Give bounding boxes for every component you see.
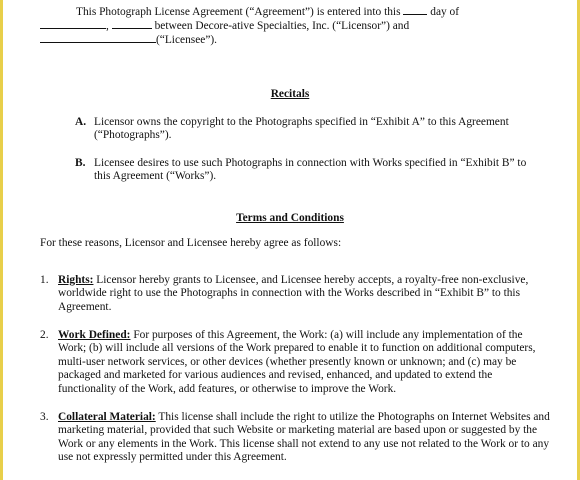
clause-text: Licensor hereby grants to Licensee, and Licensee hereby accepts, a royalty-free non-exclusive, worldwide right to use the Photographs in connection with the Works described in “Exhibit B” to this Agreement.	[58, 274, 529, 313]
recital-text: Licensee desires to use such Photographs in connection with Works specified in “Exhibit B” to this Agreement (“Works”).	[94, 157, 527, 183]
terms-lead: For these reasons, Licensor and Licensee hereby agree as follows:	[40, 237, 342, 249]
intro-line-3	[40, 32, 217, 47]
recital-a	[75, 116, 545, 143]
intro-text-d: (“Licensee”).	[156, 34, 218, 46]
clause-collateral-material	[40, 411, 550, 465]
clause-text: For purposes of this Agreement, the Work: (a) will include any implementation of the Work; (b) will include all versions of the Work prepared to enable it to function on additional computers, multi-user network services, or other devices (whether presently known or unknown; and (c) may be packaged and marketed for various audiences and revised, enhanced, and updated to extend the functionality of the Work, add features, or otherwise to improve the Work.	[58, 329, 536, 395]
intro-sep: ,	[106, 20, 109, 32]
clause-title: Work Defined:	[58, 329, 131, 341]
recital-mark: A.	[75, 116, 87, 128]
clause-number: 1.	[40, 274, 49, 286]
clause-number: 2.	[40, 329, 49, 341]
day-blank	[403, 4, 427, 15]
recital-text: Licensor owns the copyright to the Photographs specified in “Exhibit A” to this Agreement (“Photographs”).	[94, 116, 509, 142]
recital-mark: B.	[75, 157, 86, 169]
clause-body	[58, 329, 550, 396]
intro-text-a: This Photograph License Agreement (“Agreement”) is entered into this	[76, 6, 401, 18]
clause-text: This license shall include the right to utilize the Photographs on Internet Websites and marketing material, provided that such Website or marketing material are based upon or suggested by the Work or any elements in the Work. This license shall not extend to any use not related to the Work or to any use not expressly permitted under this Agreement.	[58, 411, 550, 464]
clause-body	[58, 411, 550, 465]
intro-text-b: day of	[430, 6, 460, 18]
clause-body	[58, 274, 550, 314]
clause-work-defined	[40, 329, 550, 396]
clause-title: Collateral Material:	[58, 411, 156, 423]
terms-heading: Terms and Conditions	[236, 212, 344, 224]
intro-text-c: between Decore-ative Specialties, Inc. (“Licensor”) and	[154, 20, 410, 32]
licensee-blank	[40, 32, 156, 43]
clause-rights	[40, 274, 550, 314]
document-page	[3, 0, 577, 480]
year-blank	[112, 18, 152, 29]
recital-b	[75, 157, 545, 184]
month-blank	[40, 18, 106, 29]
recitals-heading: Recitals	[270, 88, 310, 100]
clause-number: 3.	[40, 411, 49, 423]
clause-title: Rights:	[58, 274, 94, 286]
